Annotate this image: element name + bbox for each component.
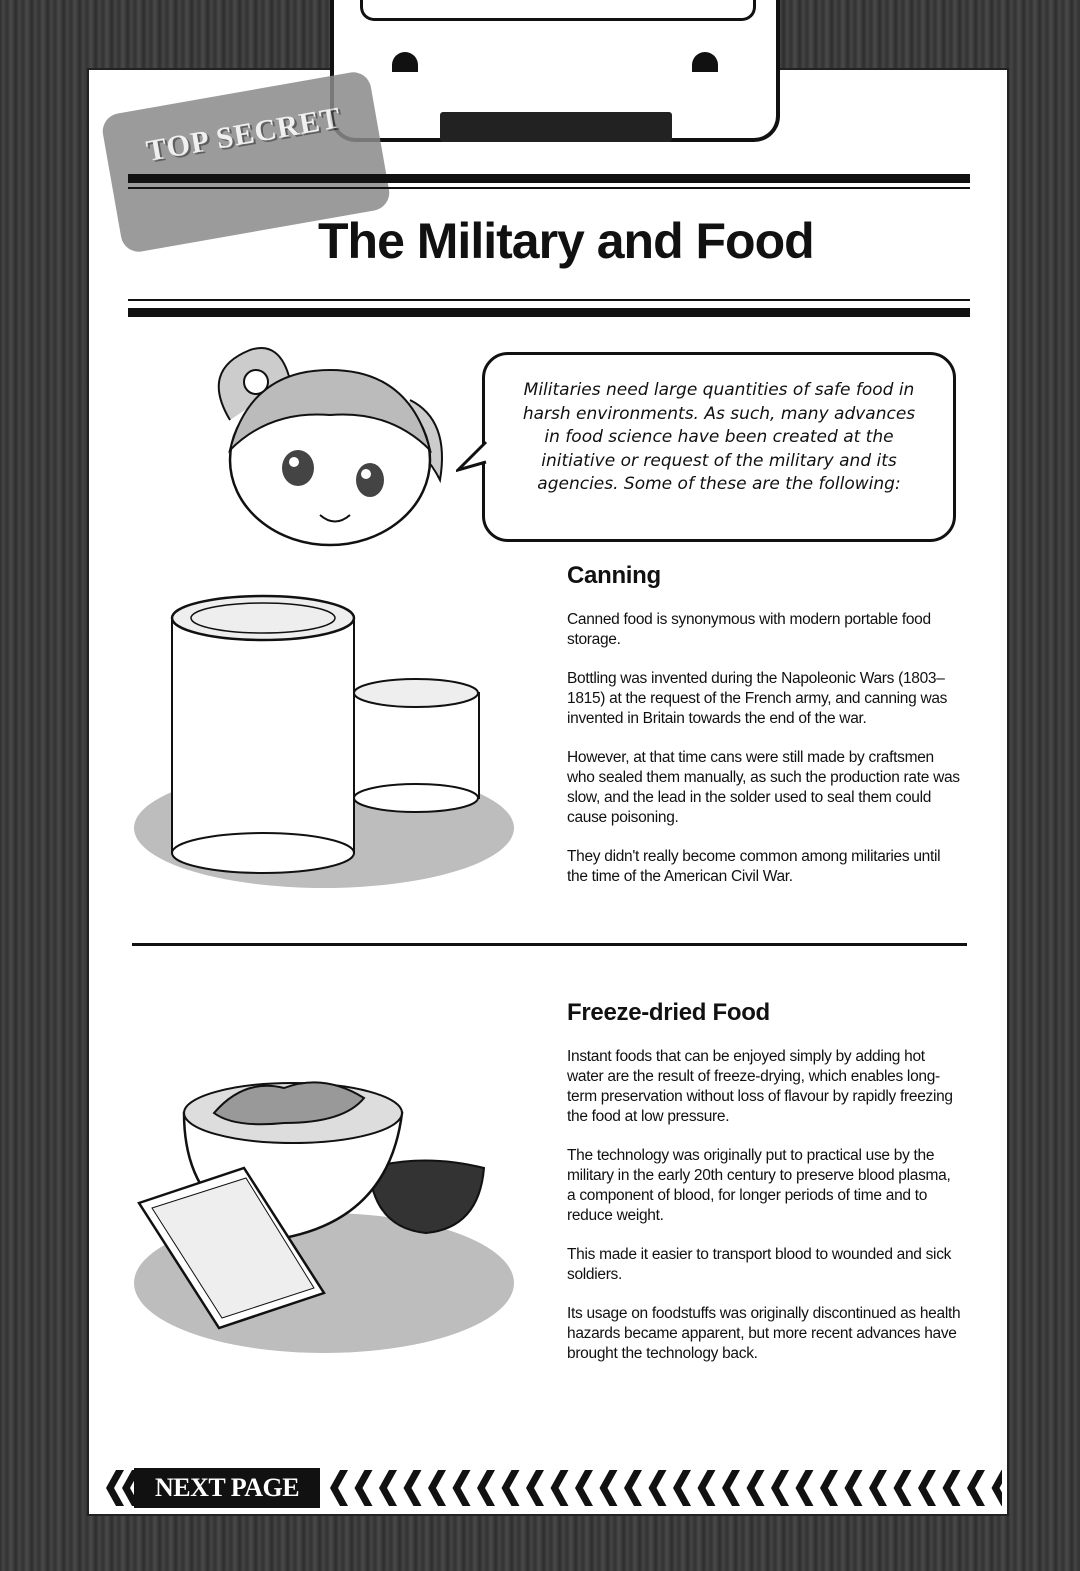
chevron-left-icon	[330, 1470, 348, 1506]
section-paragraph: However, at that time cans were still made by craftsmen who sealed them manually, as such the production rate was slow, and the lead in the solder used to seal them could cause poisoning.	[567, 749, 960, 826]
chevron-left-icon	[820, 1470, 838, 1506]
section-freeze-dried	[567, 999, 962, 1383]
clip-hole-right	[692, 52, 718, 72]
title-rule-bottom-thick	[128, 308, 970, 317]
cans-illustration	[134, 588, 524, 888]
title-rule-bottom-thin	[128, 299, 970, 301]
speech-bubble-tail	[456, 440, 488, 480]
section-heading: Freeze-dried Food	[567, 999, 770, 1026]
chevron-left-icon	[845, 1470, 863, 1506]
chevron-left-icon	[404, 1470, 422, 1506]
chevron-left-icon	[551, 1470, 569, 1506]
section-paragraph: Its usage on foodstuffs was originally discontinued as health hazards became apparent, but more recent advances have brought the technology back.	[567, 1305, 961, 1362]
section-paragraph: Instant foods that can be enjoyed simply by adding hot water are the result of freeze-drying, which enables long-term preservation without loss of flavour by rapidly freezing the food at low pressure.	[567, 1048, 953, 1125]
chevron-left-icon	[992, 1470, 1003, 1506]
chevron-left-icon	[600, 1470, 618, 1506]
chevron-left-icon	[526, 1470, 544, 1506]
section-paragraph: Bottling was invented during the Napoleonic Wars (1803–1815) at the request of the French army, and canning was invented in Britain towards the end of the war.	[567, 670, 948, 727]
section-paragraph: The technology was originally put to practical use by the military in the early 20th century to preserve blood plasma, a component of blood, for longer periods of time and to reduce weight.	[567, 1147, 951, 1224]
section-paragraph: This made it easier to transport blood to wounded and sick soldiers.	[567, 1246, 952, 1283]
chevron-left-icon	[624, 1470, 642, 1506]
stamp-label: TOP SECRET	[143, 101, 344, 168]
character-head-illustration	[190, 340, 460, 550]
clip-top-loop	[360, 0, 756, 21]
chevron-left-icon	[869, 1470, 887, 1506]
chevron-left-icon	[453, 1470, 471, 1506]
section-heading: Canning	[567, 562, 661, 589]
chevron-left-icon	[967, 1470, 985, 1506]
speech-bubble	[482, 352, 956, 542]
chevron-left-icon	[575, 1470, 593, 1506]
chevron-left-icon	[649, 1470, 667, 1506]
section-paragraph: They didn't really become common among militaries until the time of the American Civil War.	[567, 848, 941, 885]
chevron-left-icon	[894, 1470, 912, 1506]
clip-bar	[440, 112, 672, 142]
chevron-left-icon	[747, 1470, 765, 1506]
chevron-left-icon	[477, 1470, 495, 1506]
section-paragraph: Canned food is synonymous with modern portable food storage.	[567, 611, 931, 648]
chevron-left-icon	[379, 1470, 397, 1506]
chevron-left-icon	[698, 1470, 716, 1506]
section-canning	[567, 562, 962, 906]
chevron-left-icon	[796, 1470, 814, 1506]
chevron-left-icon	[428, 1470, 446, 1506]
chevron-left-icon	[355, 1470, 373, 1506]
page-title: The Military and Food	[318, 213, 814, 269]
title-rule-top-thin	[128, 187, 970, 189]
chevron-left-icon	[771, 1470, 789, 1506]
chevron-left-icon	[918, 1470, 936, 1506]
next-page-button[interactable]: NEXT PAGE	[134, 1468, 320, 1508]
freeze-dried-food-illustration	[134, 1068, 524, 1358]
title-rule-top-thick	[128, 174, 970, 183]
section-divider	[132, 943, 967, 946]
speech-bubble-text: Militaries need large quantities of safe food in harsh environments. As such, many advances in food science have been created at the initiative or request of the military and its agencies. Some of these are the following:	[522, 380, 916, 494]
chevron-left-icon	[502, 1470, 520, 1506]
chevron-left-icon	[943, 1470, 961, 1506]
chevron-left-icon	[722, 1470, 740, 1506]
chevron-left-icon	[673, 1470, 691, 1506]
clip-hole-left	[392, 52, 418, 72]
